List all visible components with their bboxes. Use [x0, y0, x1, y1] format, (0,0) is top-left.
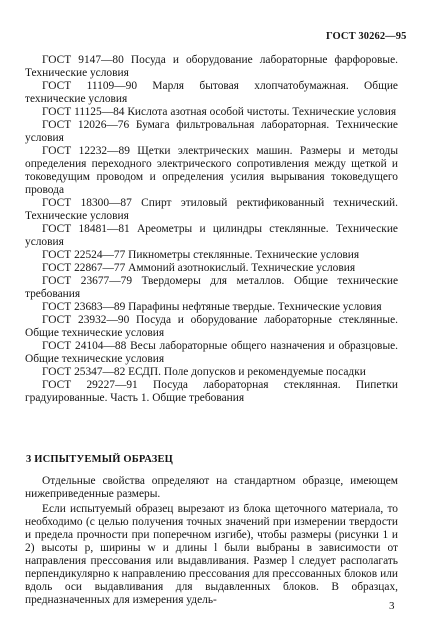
- reference-item: ГОСТ 18481—81 Ареометры и цилиндры стеклянные. Технические условия: [25, 223, 398, 248]
- body-paragraph: Отдельные свойства определяют на стандартном образце, имеющем нижеприведенные размеры.: [25, 475, 398, 500]
- normative-references-list: [25, 54, 398, 405]
- reference-item: ГОСТ 23683—89 Парафины нефтяные твердые. Технические условия: [42, 301, 382, 313]
- section-heading: 3 ИСПЫТУЕМЫЙ ОБРАЗЕЦ: [26, 454, 174, 465]
- reference-item: ГОСТ 11125—84 Кислота азотная особой чистоты. Технические условия: [42, 106, 397, 118]
- reference-item: ГОСТ 25347—82 ЕСДП. Поле допусков и рекомендуемые посадки: [42, 366, 366, 378]
- reference-item: ГОСТ 11109—90 Марля бытовая хлопчатобумажная. Общие технические условия: [25, 80, 398, 105]
- reference-item: ГОСТ 22867—77 Аммоний азотнокислый. Технические условия: [42, 262, 356, 274]
- reference-item: ГОСТ 12232—89 Щетки электрических машин. Размеры и методы определения переходного электрического сопротивления между щеткой и токоведущим проводом и определения усилия вырывания токоведущего провода: [25, 145, 398, 196]
- reference-item: ГОСТ 24104—88 Весы лабораторные общего назначения и образцовые. Общие технические условия: [25, 340, 398, 365]
- reference-item: ГОСТ 9147—80 Посуда и оборудование лабораторные фарфоровые. Технические условия: [25, 54, 398, 79]
- document-code-header: ГОСТ 30262—95: [326, 31, 407, 42]
- reference-item: ГОСТ 23677—79 Твердомеры для металлов. Общие технические требования: [25, 275, 398, 300]
- section-body: [25, 475, 398, 607]
- reference-item: ГОСТ 23932—90 Посуда и оборудование лабораторные стеклянные. Общие технические условия: [25, 314, 398, 339]
- reference-item: ГОСТ 18300—87 Спирт этиловый ректификованный технический. Технические условия: [25, 197, 398, 222]
- reference-item: ГОСТ 29227—91 Посуда лабораторная стеклянная. Пипетки градуированные. Часть 1. Общие требования: [25, 379, 398, 404]
- reference-item: ГОСТ 12026—76 Бумага фильтровальная лабораторная. Технические условия: [25, 119, 398, 144]
- body-paragraph: Если испытуемый образец вырезают из блока щеточного материала, то необходимо (с целью получения точных значений при измерении твердости и предела прочности при поперечном изгибе), чтобы размеры (рисунки 1 и 2) высоты p, ширины w и длины l были выбраны в зависимости от направления прессования или выдавливания. Размер l следует располагать перпендикулярно к направлению прессования для прессованных блоков или вдоль оси выдавливания для выдавленных блоков. В образцах, предназначенных для измерения удель-: [25, 503, 398, 606]
- reference-item: ГОСТ 22524—77 Пикнометры стеклянные. Технические условия: [42, 249, 360, 261]
- page-number: 3: [389, 600, 395, 612]
